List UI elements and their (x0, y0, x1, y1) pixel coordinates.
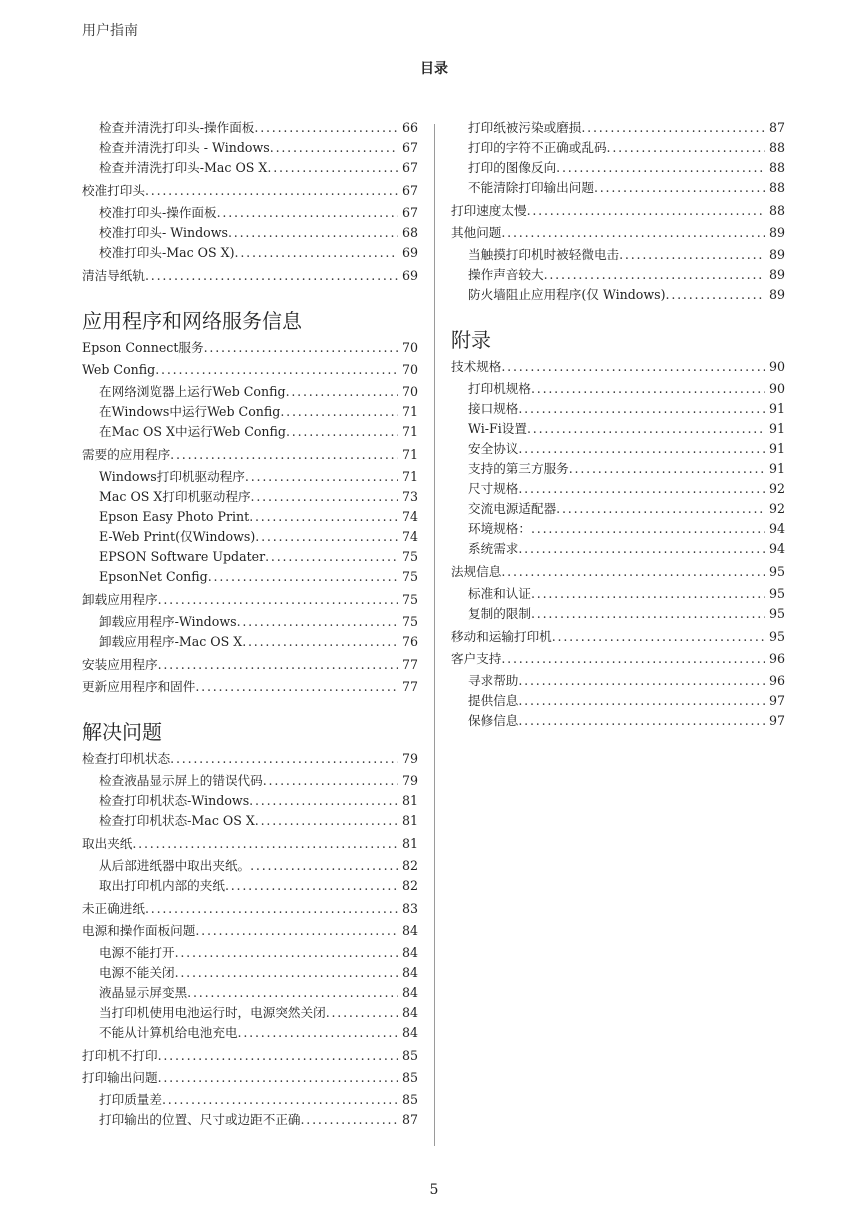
dot-leader (145, 266, 398, 286)
toc-entry-label: 取出打印机内部的夹纸 (99, 878, 225, 893)
toc-entry[interactable] (451, 357, 785, 377)
toc-entry-label: 防火墙阻止应用程序(仅 Windows) (468, 287, 666, 302)
toc-entry-label: 更新应用程序和固件 (82, 679, 196, 694)
toc-subentry[interactable] (82, 1003, 418, 1023)
toc-entry[interactable] (82, 590, 418, 610)
dot-leader (531, 379, 765, 399)
dot-leader (527, 201, 765, 221)
toc-entry-page: 84 (401, 923, 418, 938)
toc-subentry[interactable] (451, 584, 785, 604)
toc-subentry[interactable] (82, 158, 418, 178)
toc-subentry[interactable] (451, 118, 785, 138)
dot-leader (286, 422, 398, 442)
toc-entry[interactable] (82, 360, 418, 380)
toc-subentry[interactable] (82, 547, 418, 567)
toc-subentry[interactable] (451, 711, 785, 731)
toc-subentry[interactable] (451, 459, 785, 479)
dot-leader (666, 285, 765, 305)
dot-leader (518, 671, 765, 691)
toc-entry[interactable] (82, 677, 418, 697)
toc-entry-page: 97 (768, 713, 785, 728)
toc-entry-label: 不能从计算机给电池充电 (99, 1025, 238, 1040)
toc-subentry[interactable] (82, 138, 418, 158)
toc-entry[interactable] (451, 649, 785, 669)
toc-entry-label: 校准打印头- Windows (99, 225, 228, 240)
toc-entry-label: 电源不能打开 (99, 945, 175, 960)
toc-subentry[interactable] (82, 422, 418, 442)
toc-entry-label: 校准打印头-操作面板 (99, 205, 217, 220)
toc-entry-label: 法规信息 (451, 564, 502, 579)
dot-leader (581, 118, 765, 138)
dot-leader (254, 118, 398, 138)
toc-subentry[interactable] (82, 382, 418, 402)
toc-entry-page: 67 (401, 205, 418, 220)
dot-leader (162, 1090, 398, 1110)
dot-leader (280, 402, 398, 422)
toc-entry-page: 69 (401, 268, 418, 283)
dot-leader (556, 499, 765, 519)
toc-entry-page: 95 (768, 629, 785, 644)
toc-entry-page: 83 (401, 901, 418, 916)
section-heading: 解决问题 (82, 720, 162, 744)
toc-entry-page: 90 (768, 359, 785, 374)
toc-entry-page: 84 (401, 985, 418, 1000)
toc-subentry[interactable] (82, 467, 418, 487)
toc-entry[interactable] (451, 201, 785, 221)
dot-leader (145, 181, 398, 201)
toc-entry-page: 74 (401, 509, 418, 524)
toc-entry-page: 91 (768, 461, 785, 476)
toc-entry-label: 提供信息 (468, 693, 519, 708)
toc-entry-label: 客户支持 (451, 651, 502, 666)
dot-leader (286, 382, 398, 402)
toc-entry-page: 85 (401, 1070, 418, 1085)
toc-subentry[interactable] (82, 963, 418, 983)
toc-left-column (82, 118, 418, 1130)
toc-subentry[interactable] (451, 691, 785, 711)
toc-entry-label: 电源不能关闭 (99, 965, 175, 980)
dot-leader (208, 567, 398, 587)
dot-leader (501, 223, 765, 243)
toc-entry-page: 89 (768, 287, 785, 302)
toc-entry-page: 95 (768, 586, 785, 601)
toc-entry-page: 79 (401, 751, 418, 766)
dot-leader (145, 899, 398, 919)
dot-leader (217, 203, 398, 223)
dot-leader (238, 1023, 398, 1043)
toc-entry-page: 96 (768, 673, 785, 688)
toc-subentry[interactable] (82, 811, 418, 831)
dot-leader (250, 856, 398, 876)
dot-leader (265, 547, 398, 567)
toc-entry-label: 打印输出问题 (82, 1070, 158, 1085)
toc-subentry[interactable] (82, 487, 418, 507)
toc-entry-page: 95 (768, 564, 785, 579)
dot-leader (301, 1110, 398, 1130)
toc-entry-page: 70 (401, 384, 418, 399)
toc-subentry[interactable] (451, 671, 785, 691)
toc-entry[interactable] (451, 627, 785, 647)
toc-subentry[interactable] (82, 118, 418, 138)
toc-subentry[interactable] (82, 1023, 418, 1043)
toc-entry-label: Windows打印机驱动程序 (99, 469, 245, 484)
toc-entry-label: 操作声音较大 (468, 267, 544, 282)
toc-subentry[interactable] (82, 632, 418, 652)
dot-leader (204, 338, 398, 358)
dot-leader (619, 245, 765, 265)
toc-subentry[interactable] (451, 265, 785, 285)
toc-entry-page: 91 (768, 441, 785, 456)
dot-leader (556, 158, 765, 178)
toc-entry-label: 当触摸打印机时被轻微电击 (468, 247, 620, 262)
toc-entry-page: 66 (401, 120, 418, 135)
toc-entry-page: 68 (401, 225, 418, 240)
toc-entry-label: 打印纸被污染或磨损 (468, 120, 582, 135)
toc-entry-label: 在Mac OS X中运行Web Config (99, 424, 286, 439)
toc-entry-label: 在网络浏览器上运行Web Config (99, 384, 286, 399)
toc-subentry[interactable] (451, 285, 785, 305)
dot-leader (235, 243, 398, 263)
toc-entry-page: 94 (768, 541, 785, 556)
toc-subentry[interactable] (451, 479, 785, 499)
dot-leader (195, 921, 398, 941)
toc-subentry[interactable] (82, 943, 418, 963)
toc-entry[interactable] (451, 562, 785, 582)
toc-subentry[interactable] (82, 1090, 418, 1110)
toc-entry[interactable] (451, 223, 785, 243)
toc-entry-page: 85 (401, 1048, 418, 1063)
dot-leader (237, 612, 398, 632)
toc-subentry[interactable] (451, 138, 785, 158)
toc-entry-label: EPSON Software Updater (99, 549, 266, 564)
dot-leader (170, 445, 398, 465)
toc-entry-page: 90 (768, 381, 785, 396)
dot-leader (518, 691, 765, 711)
toc-subentry[interactable] (451, 245, 785, 265)
toc-entry-label: 复制的限制 (468, 606, 531, 621)
toc-entry-label: 从后部进纸器中取出夹纸。 (99, 858, 251, 873)
toc-entry-page: 75 (401, 592, 418, 607)
page-title: 目录 (420, 61, 448, 77)
toc-subentry[interactable] (82, 243, 418, 263)
toc-entry-label: 打印的字符不正确或乱码 (468, 140, 607, 155)
toc-subentry[interactable] (82, 223, 418, 243)
toc-subentry[interactable] (82, 507, 418, 527)
toc-entry-page: 67 (401, 160, 418, 175)
toc-entry-page: 88 (768, 160, 785, 175)
toc-entry-page: 69 (401, 245, 418, 260)
dot-leader (255, 811, 398, 831)
toc-entry-page: 97 (768, 693, 785, 708)
toc-entry[interactable] (82, 181, 418, 201)
toc-entry-label: 校准打印头-Mac OS X) (99, 245, 235, 260)
toc-entry-label: 安全协议 (468, 441, 519, 456)
toc-entry-label: 系统需求 (468, 541, 519, 556)
toc-entry-page: 77 (401, 657, 418, 672)
dot-leader (242, 632, 398, 652)
toc-entry-page: 85 (401, 1092, 418, 1107)
dot-leader (518, 539, 765, 559)
toc-entry-page: 73 (401, 489, 418, 504)
dot-leader (255, 527, 398, 547)
dot-leader (270, 138, 398, 158)
toc-entry-label: 清洁导纸轨 (82, 268, 145, 283)
toc-entry-label: 检查并清洗打印头-操作面板 (99, 120, 255, 135)
dot-leader (249, 791, 398, 811)
toc-entry[interactable] (82, 921, 418, 941)
dot-leader (594, 178, 765, 198)
toc-entry-label: 当打印机使用电池运行时，电源突然关闭 (99, 1005, 326, 1020)
toc-entry-label: 打印的图像反向 (468, 160, 557, 175)
page-number: 5 (429, 1182, 439, 1198)
toc-subentry[interactable] (451, 519, 785, 539)
toc-entry-label: 移动和运输打印机 (451, 629, 552, 644)
dot-leader (518, 711, 765, 731)
toc-entry-label: 尺寸规格 (468, 481, 519, 496)
toc-entry-page: 84 (401, 1025, 418, 1040)
toc-entry-label: 未正确进纸 (82, 901, 145, 916)
toc-subentry[interactable] (82, 203, 418, 223)
toc-entry-label: 其他问题 (451, 225, 502, 240)
toc-subentry[interactable] (82, 876, 418, 896)
toc-entry-label: 支持的第三方服务 (468, 461, 569, 476)
toc-entry-label: Epson Easy Photo Print (99, 509, 250, 524)
toc-entry-label: Wi-Fi设置 (468, 421, 527, 436)
toc-entry-page: 82 (401, 878, 418, 893)
toc-subentry[interactable] (82, 856, 418, 876)
toc-subentry[interactable] (451, 399, 785, 419)
toc-entry[interactable] (82, 655, 418, 675)
toc-entry-label: 交流电源适配器 (468, 501, 557, 516)
dot-leader (501, 562, 765, 582)
dot-leader (175, 943, 398, 963)
dot-leader (158, 1046, 398, 1066)
dot-leader (531, 519, 765, 539)
toc-entry-label: 取出夹纸 (82, 836, 133, 851)
toc-entry-label: 卸载应用程序-Windows (99, 614, 237, 629)
dot-leader (518, 439, 765, 459)
toc-entry-page: 94 (768, 521, 785, 536)
toc-subentry[interactable] (82, 567, 418, 587)
toc-subentry[interactable] (451, 499, 785, 519)
toc-entry-page: 89 (768, 247, 785, 262)
dot-leader (518, 399, 765, 419)
dot-leader (228, 223, 398, 243)
toc-subentry[interactable] (451, 539, 785, 559)
toc-entry-page: 81 (401, 793, 418, 808)
toc-entry-label: E-Web Print(仅Windows) (99, 529, 256, 544)
toc-entry-page: 88 (768, 140, 785, 155)
dot-leader (170, 749, 398, 769)
toc-entry-label: EpsonNet Config (99, 569, 208, 584)
toc-entry-label: 不能清除打印输出问题 (468, 180, 594, 195)
toc-entry-label: 打印质量差 (99, 1092, 162, 1107)
toc-entry-page: 71 (401, 469, 418, 484)
dot-leader (263, 771, 398, 791)
toc-entry[interactable] (82, 1046, 418, 1066)
dot-leader (544, 265, 765, 285)
dot-leader (187, 983, 398, 1003)
toc-entry-label: 检查打印机状态-Mac OS X (99, 813, 255, 828)
toc-entry-label: 检查打印机状态 (82, 751, 171, 766)
toc-entry-page: 91 (768, 401, 785, 416)
toc-subentry[interactable] (451, 419, 785, 439)
toc-entry[interactable] (82, 445, 418, 465)
toc-entry-page: 84 (401, 945, 418, 960)
toc-entry-label: 检查并清洗打印头 - Windows (99, 140, 270, 155)
toc-subentry[interactable] (451, 379, 785, 399)
toc-entry-page: 81 (401, 813, 418, 828)
toc-subentry[interactable] (82, 791, 418, 811)
toc-entry-page: 84 (401, 965, 418, 980)
toc-entry[interactable] (82, 338, 418, 358)
toc-entry-label: 安装应用程序 (82, 657, 158, 672)
toc-entry-page: 92 (768, 481, 785, 496)
toc-entry-label: 标准和认证 (468, 586, 531, 601)
toc-entry-label: 在Windows中运行Web Config (99, 404, 281, 419)
toc-entry-label: Web Config (82, 362, 156, 377)
dot-leader (155, 360, 398, 380)
toc-entry-label: 接口规格 (468, 401, 519, 416)
running-header: 用户指南 (82, 23, 138, 39)
toc-entry-label: 卸载应用程序-Mac OS X (99, 634, 243, 649)
toc-entry-label: 打印速度太慢 (451, 203, 527, 218)
dot-leader (158, 655, 398, 675)
toc-right-column (451, 118, 785, 731)
toc-entry-page: 71 (401, 424, 418, 439)
toc-entry-page: 92 (768, 501, 785, 516)
toc-subentry[interactable] (82, 771, 418, 791)
dot-leader (251, 487, 398, 507)
toc-entry-label: 打印输出的位置、尺寸或边距不正确 (99, 1112, 301, 1127)
toc-subentry[interactable] (82, 612, 418, 632)
column-divider (434, 124, 435, 1146)
dot-leader (552, 627, 765, 647)
toc-entry-page: 74 (401, 529, 418, 544)
toc-entry-label: 校准打印头 (82, 183, 145, 198)
toc-entry-page: 87 (401, 1112, 418, 1127)
toc-entry-label: 打印机不打印 (82, 1048, 158, 1063)
toc-entry-page: 75 (401, 614, 418, 629)
toc-entry-label: 寻求帮助 (468, 673, 519, 688)
toc-subentry[interactable] (82, 1110, 418, 1130)
toc-entry-page: 89 (768, 267, 785, 282)
toc-entry-page: 70 (401, 340, 418, 355)
dot-leader (531, 604, 765, 624)
dot-leader (195, 677, 398, 697)
toc-entry-label: 保修信息 (468, 713, 519, 728)
toc-entry-page: 88 (768, 180, 785, 195)
toc-entry-page: 81 (401, 836, 418, 851)
dot-leader (501, 357, 765, 377)
dot-leader (531, 584, 765, 604)
toc-entry[interactable] (82, 266, 418, 286)
toc-entry-page: 77 (401, 679, 418, 694)
section-heading: 附录 (451, 328, 491, 352)
toc-entry[interactable] (82, 899, 418, 919)
toc-entry-label: 打印机规格 (468, 381, 531, 396)
toc-entry-label: Epson Connect服务 (82, 340, 204, 355)
dot-leader (225, 876, 398, 896)
dot-leader (518, 479, 765, 499)
toc-entry-page: 70 (401, 362, 418, 377)
toc-subentry[interactable] (451, 439, 785, 459)
toc-entry-page: 76 (401, 634, 418, 649)
toc-entry-page: 75 (401, 549, 418, 564)
toc-entry-page: 95 (768, 606, 785, 621)
toc-subentry[interactable] (451, 178, 785, 198)
dot-leader (527, 419, 765, 439)
toc-entry-label: Mac OS X打印机驱动程序 (99, 489, 251, 504)
dot-leader (501, 649, 765, 669)
toc-entry-label: 环境规格： (468, 521, 531, 536)
toc-entry-label: 检查打印机状态-Windows (99, 793, 250, 808)
toc-entry-page: 79 (401, 773, 418, 788)
toc-entry-page: 71 (401, 404, 418, 419)
toc-entry-label: 液晶显示屏变黑 (99, 985, 188, 1000)
toc-entry-page: 88 (768, 203, 785, 218)
toc-entry-page: 75 (401, 569, 418, 584)
toc-entry-page: 71 (401, 447, 418, 462)
toc-entry-page: 91 (768, 421, 785, 436)
toc-entry-label: 电源和操作面板问题 (82, 923, 196, 938)
toc-subentry[interactable] (451, 158, 785, 178)
section-heading: 应用程序和网络服务信息 (82, 309, 302, 333)
toc-subentry[interactable] (82, 983, 418, 1003)
toc-entry[interactable] (82, 834, 418, 854)
dot-leader (158, 1068, 398, 1088)
toc-entry-label: 需要的应用程序 (82, 447, 171, 462)
dot-leader (267, 158, 398, 178)
toc-subentry[interactable] (451, 604, 785, 624)
toc-entry-label: 技术规格 (451, 359, 502, 374)
dot-leader (245, 467, 398, 487)
toc-entry-page: 89 (768, 225, 785, 240)
toc-entry-page: 67 (401, 183, 418, 198)
toc-subentry[interactable] (82, 402, 418, 422)
toc-entry-page: 67 (401, 140, 418, 155)
dot-leader (158, 590, 398, 610)
dot-leader (326, 1003, 398, 1023)
toc-entry-page: 96 (768, 651, 785, 666)
toc-entry-page: 82 (401, 858, 418, 873)
dot-leader (249, 507, 398, 527)
dot-leader (607, 138, 765, 158)
toc-entry-page: 87 (768, 120, 785, 135)
toc-subentry[interactable] (82, 527, 418, 547)
toc-entry[interactable] (82, 749, 418, 769)
toc-entry-label: 检查液晶显示屏上的错误代码 (99, 773, 263, 788)
toc-entry[interactable] (82, 1068, 418, 1088)
toc-entry-label: 卸载应用程序 (82, 592, 158, 607)
dot-leader (569, 459, 765, 479)
toc-entry-label: 检查并清洗打印头-Mac OS X (99, 160, 268, 175)
dot-leader (132, 834, 398, 854)
toc-entry-page: 84 (401, 1005, 418, 1020)
dot-leader (175, 963, 398, 983)
